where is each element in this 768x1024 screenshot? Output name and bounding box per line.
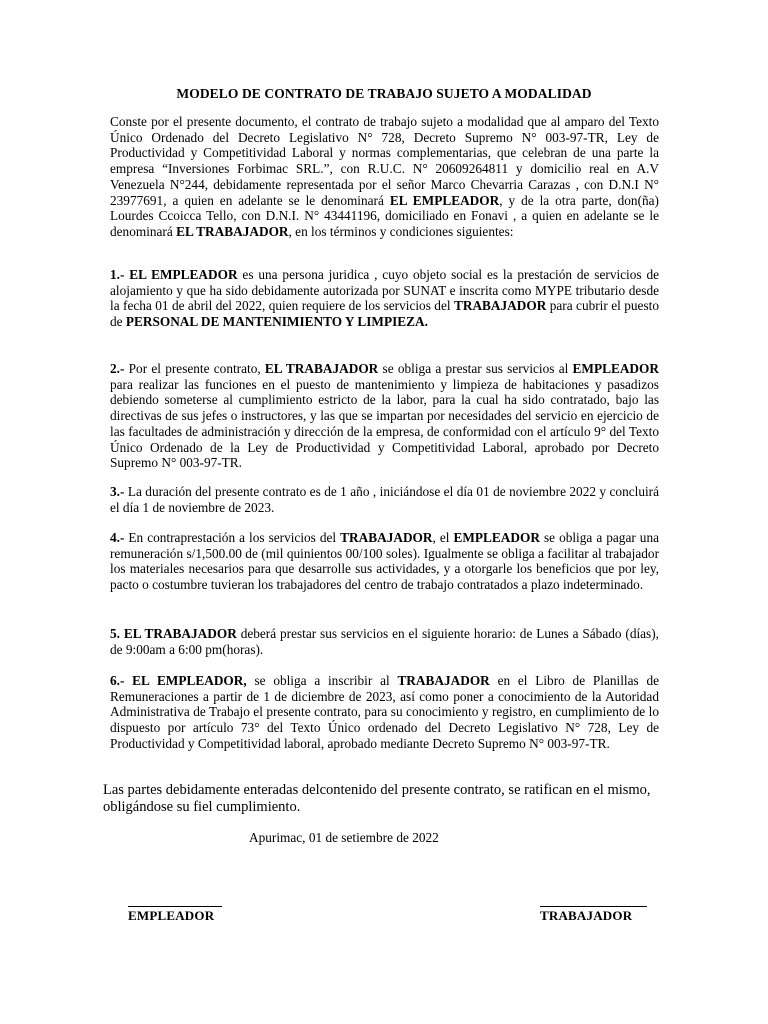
clause-5-heading: 5. EL TRABAJADOR	[110, 626, 237, 641]
clause-2-text-3: para realizar las funciones en el puesto de mantenimiento y limpieza de habitaciones y pasadizos debiendo someterse al cumplimiento estricto de la labor, para la cual ha sido contratado, bajo las directivas de sus jefes o instructores, y las que se impartan por necesidades del servicio en ejercicio de las facultades de administración y dirección de la empresa, de conformidad con el artículo 9° del Texto Único Ordenado de la Ley de Productividad y Competitividad Laboral, aprobado por Decreto Supremo N° 003-97-TR.	[110, 376, 659, 471]
clause-1-position: PERSONAL DE MANTENIMIENTO Y LIMPIEZA.	[125, 314, 428, 330]
clause-4-number: 4.-	[110, 530, 125, 545]
clause-6-worker-term: TRABAJADOR	[397, 673, 490, 688]
clause-5-text: deberá prestar sus servicios en el siguiente horario: de Lunes a Sábado (días), de 9:00am a 6:00 pm(horas).	[110, 626, 659, 657]
clause-2-employer-term: EMPLEADOR	[572, 361, 659, 376]
employer-signature-line: EMPLEADOR	[128, 906, 222, 924]
intro-text-3: , en los términos y condiciones siguientes:	[288, 223, 514, 239]
clause-6-text-1: se obliga a inscribir al	[246, 673, 398, 688]
intro-paragraph	[110, 114, 659, 240]
clause-4	[110, 530, 659, 593]
clause-3	[110, 484, 659, 515]
clause-1-text-2: para cubrir el puesto de	[110, 298, 659, 330]
clause-1-heading: 1.- EL EMPLEADOR	[110, 267, 238, 282]
clause-2-text-1: Por el presente contrato,	[124, 361, 265, 376]
clause-4-employer-term: EMPLEADOR	[453, 530, 540, 545]
intro-worker-term: EL TRABAJADOR	[176, 223, 289, 239]
clause-2	[110, 361, 659, 471]
clause-5	[110, 626, 659, 657]
clause-6-text-2: en el Libro de Planillas de Remuneraciones a partir de 1 de diciembre de 2023, así como poner a conocimiento de la Autoridad Administrativa de Trabajo el presente contrato, para su conocimiento y registro, en cumplimiento de lo dispuesto por artículo 73° del Texto Único ordenado del Decreto Legislativo N° 728, Ley de Productividad y Competitividad laboral, aprobado mediante Decreto Supremo N° 003-97-TR.	[110, 673, 659, 751]
place-and-date: Apurimac, 01 de setiembre de 2022	[249, 830, 439, 845]
clause-2-worker-term: EL TRABAJADOR	[264, 361, 379, 376]
clause-2-text-2: se obliga a prestar sus servicios al	[378, 361, 573, 376]
clause-2-number: 2.-	[110, 361, 125, 376]
clause-1-worker-term: TRABAJADOR	[453, 298, 547, 314]
clause-4-text-1: En contraprestación a los servicios del	[124, 530, 341, 545]
clause-3-number: 3.-	[110, 484, 125, 499]
intro-text-2: , y de la otra parte, don(ña) Lourdes Ccoicca Tello, con D.N.I. N° 43441196, domiciliado en Fonavi , a quien en adelante se le denominará	[110, 192, 659, 239]
intro-text-1: Conste por el presente documento, el contrato de trabajo sujeto a modalidad que al amparo del Texto Único Ordenado del Decreto Legislativo N° 728, Decreto Supremo N° 003-97-TR, Ley de Productividad y Competitividad Laboral y normas complementarias, que celebran de una parte la empresa “Inversiones Forbimac SRL.”, con R.U.C. N° 20609264811 y domicilio real en A.V Venezuela N°244, debidamente representada por el señor Marco Chevarria Carazas , con D.N.I N° 23977691, a quien en adelante se le denominará	[110, 114, 659, 208]
clause-4-worker-term: TRABAJADOR	[340, 530, 433, 545]
closing-paragraph: Las partes debidamente enteradas delcontenido del presente contrato, se ratifican en el mismo, obligándose su fiel cumplimiento.	[103, 782, 651, 815]
document-title: MODELO DE CONTRATO DE TRABAJO SUJETO A MODALIDAD	[176, 86, 592, 101]
clause-4-text-3: se obliga a pagar una remuneración s/1,500.00 de (mil quinientos 00/100 soles). Igualmente se obliga a facilitar al trabajador los materiales necesarios para que desarrolle sus actividades, y a otorgarle los beneficios que por ley, pacto o costumbre tuvieran los trabajadores del centro de trabajo contratados a plazo indeterminado.	[110, 530, 660, 593]
clause-1	[110, 267, 659, 330]
worker-signature-line: TRABAJADOR	[540, 906, 647, 924]
clause-3-text: La duración del presente contrato es de 1 año , iniciándose el día 01 de noviembre 2022 y concluirá el día 1 de noviembre de 2023.	[110, 484, 659, 515]
clause-4-text-2: , el	[432, 530, 454, 545]
intro-employer-term: EL EMPLEADOR	[389, 192, 500, 208]
clause-6-heading: 6.- EL EMPLEADOR,	[110, 673, 247, 688]
clause-6	[110, 673, 659, 752]
clause-1-text-1: es una persona juridica , cuyo objeto social es la prestación de servicios de alojamiento y que ha sido debidamente autorizada por SUNAT e inscrita como MYPE tributario desde la fecha 01 de abril del 2022, quien requiere de los servicios del	[110, 267, 659, 314]
